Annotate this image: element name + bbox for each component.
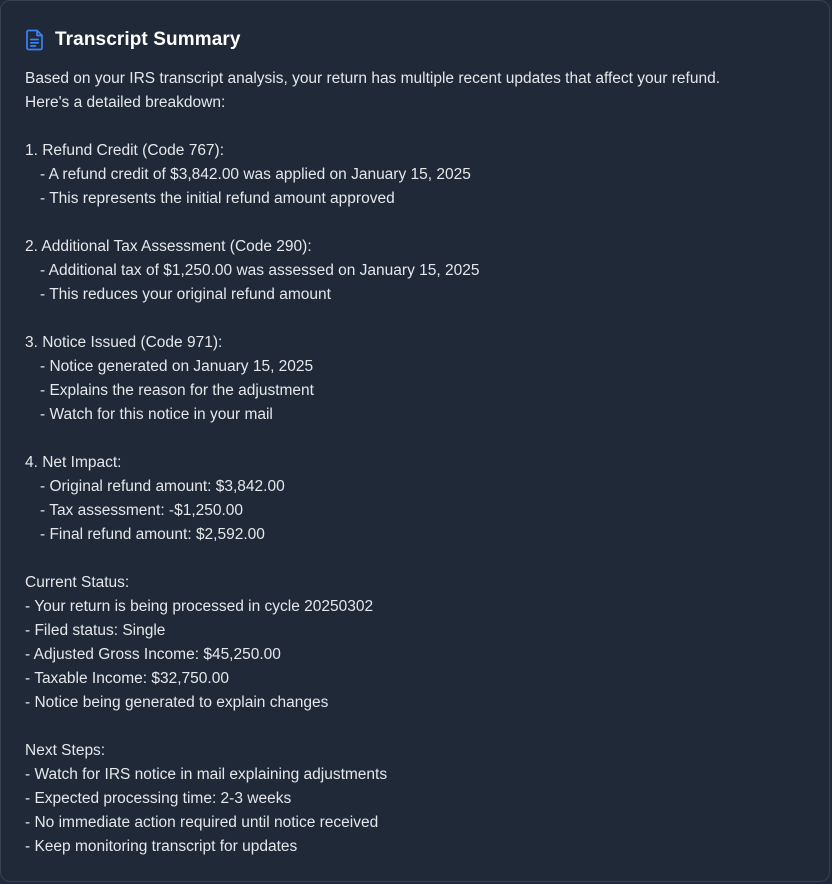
list-item: - Expected processing time: 2-3 weeks [25, 790, 292, 807]
list-item: - Taxable Income: $32,750.00 [25, 670, 229, 687]
list-item: - Final refund amount: $2,592.00 [40, 526, 265, 543]
section-heading-current-status: Current Status: [25, 574, 130, 591]
spacer [25, 211, 805, 235]
list-item: - Original refund amount: $3,842.00 [40, 478, 285, 495]
list-item: - This represents the initial refund amount approved [40, 190, 395, 207]
section-heading-tax-assessment: 2. Additional Tax Assessment (Code 290): [25, 238, 312, 255]
intro-line: Here's a detailed breakdown: [25, 94, 226, 111]
list-item: - No immediate action required until notice received [25, 814, 379, 831]
card-header [25, 27, 805, 53]
section-heading-notice-issued: 3. Notice Issued (Code 971): [25, 334, 223, 351]
intro-line: Based on your IRS transcript analysis, your return has multiple recent updates that affect your refund. [25, 70, 720, 87]
list-item: - Tax assessment: -$1,250.00 [40, 502, 244, 519]
section-heading-refund-credit: 1. Refund Credit (Code 767): [25, 142, 225, 159]
list-item: - Watch for IRS notice in mail explaining adjustments [25, 766, 388, 783]
card-title: Transcript Summary [55, 29, 241, 50]
section-heading-next-steps: Next Steps: [25, 742, 106, 759]
list-item: - Your return is being processed in cycle 20250302 [25, 598, 374, 615]
list-item: - A refund credit of $3,842.00 was applied on January 15, 2025 [40, 166, 471, 183]
spacer [25, 427, 805, 451]
list-item: - Watch for this notice in your mail [40, 406, 273, 423]
spacer [25, 715, 805, 739]
spacer [25, 307, 805, 331]
list-item: - This reduces your original refund amount [40, 286, 331, 303]
list-item: - Notice being generated to explain changes [25, 694, 329, 711]
list-item: - Additional tax of $1,250.00 was assessed on January 15, 2025 [40, 262, 480, 279]
spacer [25, 547, 805, 571]
list-item: - Notice generated on January 15, 2025 [40, 358, 314, 375]
list-item: - Keep monitoring transcript for updates [25, 838, 298, 855]
section-heading-net-impact: 4. Net Impact: [25, 454, 122, 471]
list-item: - Explains the reason for the adjustment [40, 382, 314, 399]
spacer [25, 115, 805, 139]
summary-content [25, 67, 805, 859]
list-item: - Filed status: Single [25, 622, 166, 639]
document-icon [25, 29, 45, 51]
list-item: - Adjusted Gross Income: $45,250.00 [25, 646, 281, 663]
